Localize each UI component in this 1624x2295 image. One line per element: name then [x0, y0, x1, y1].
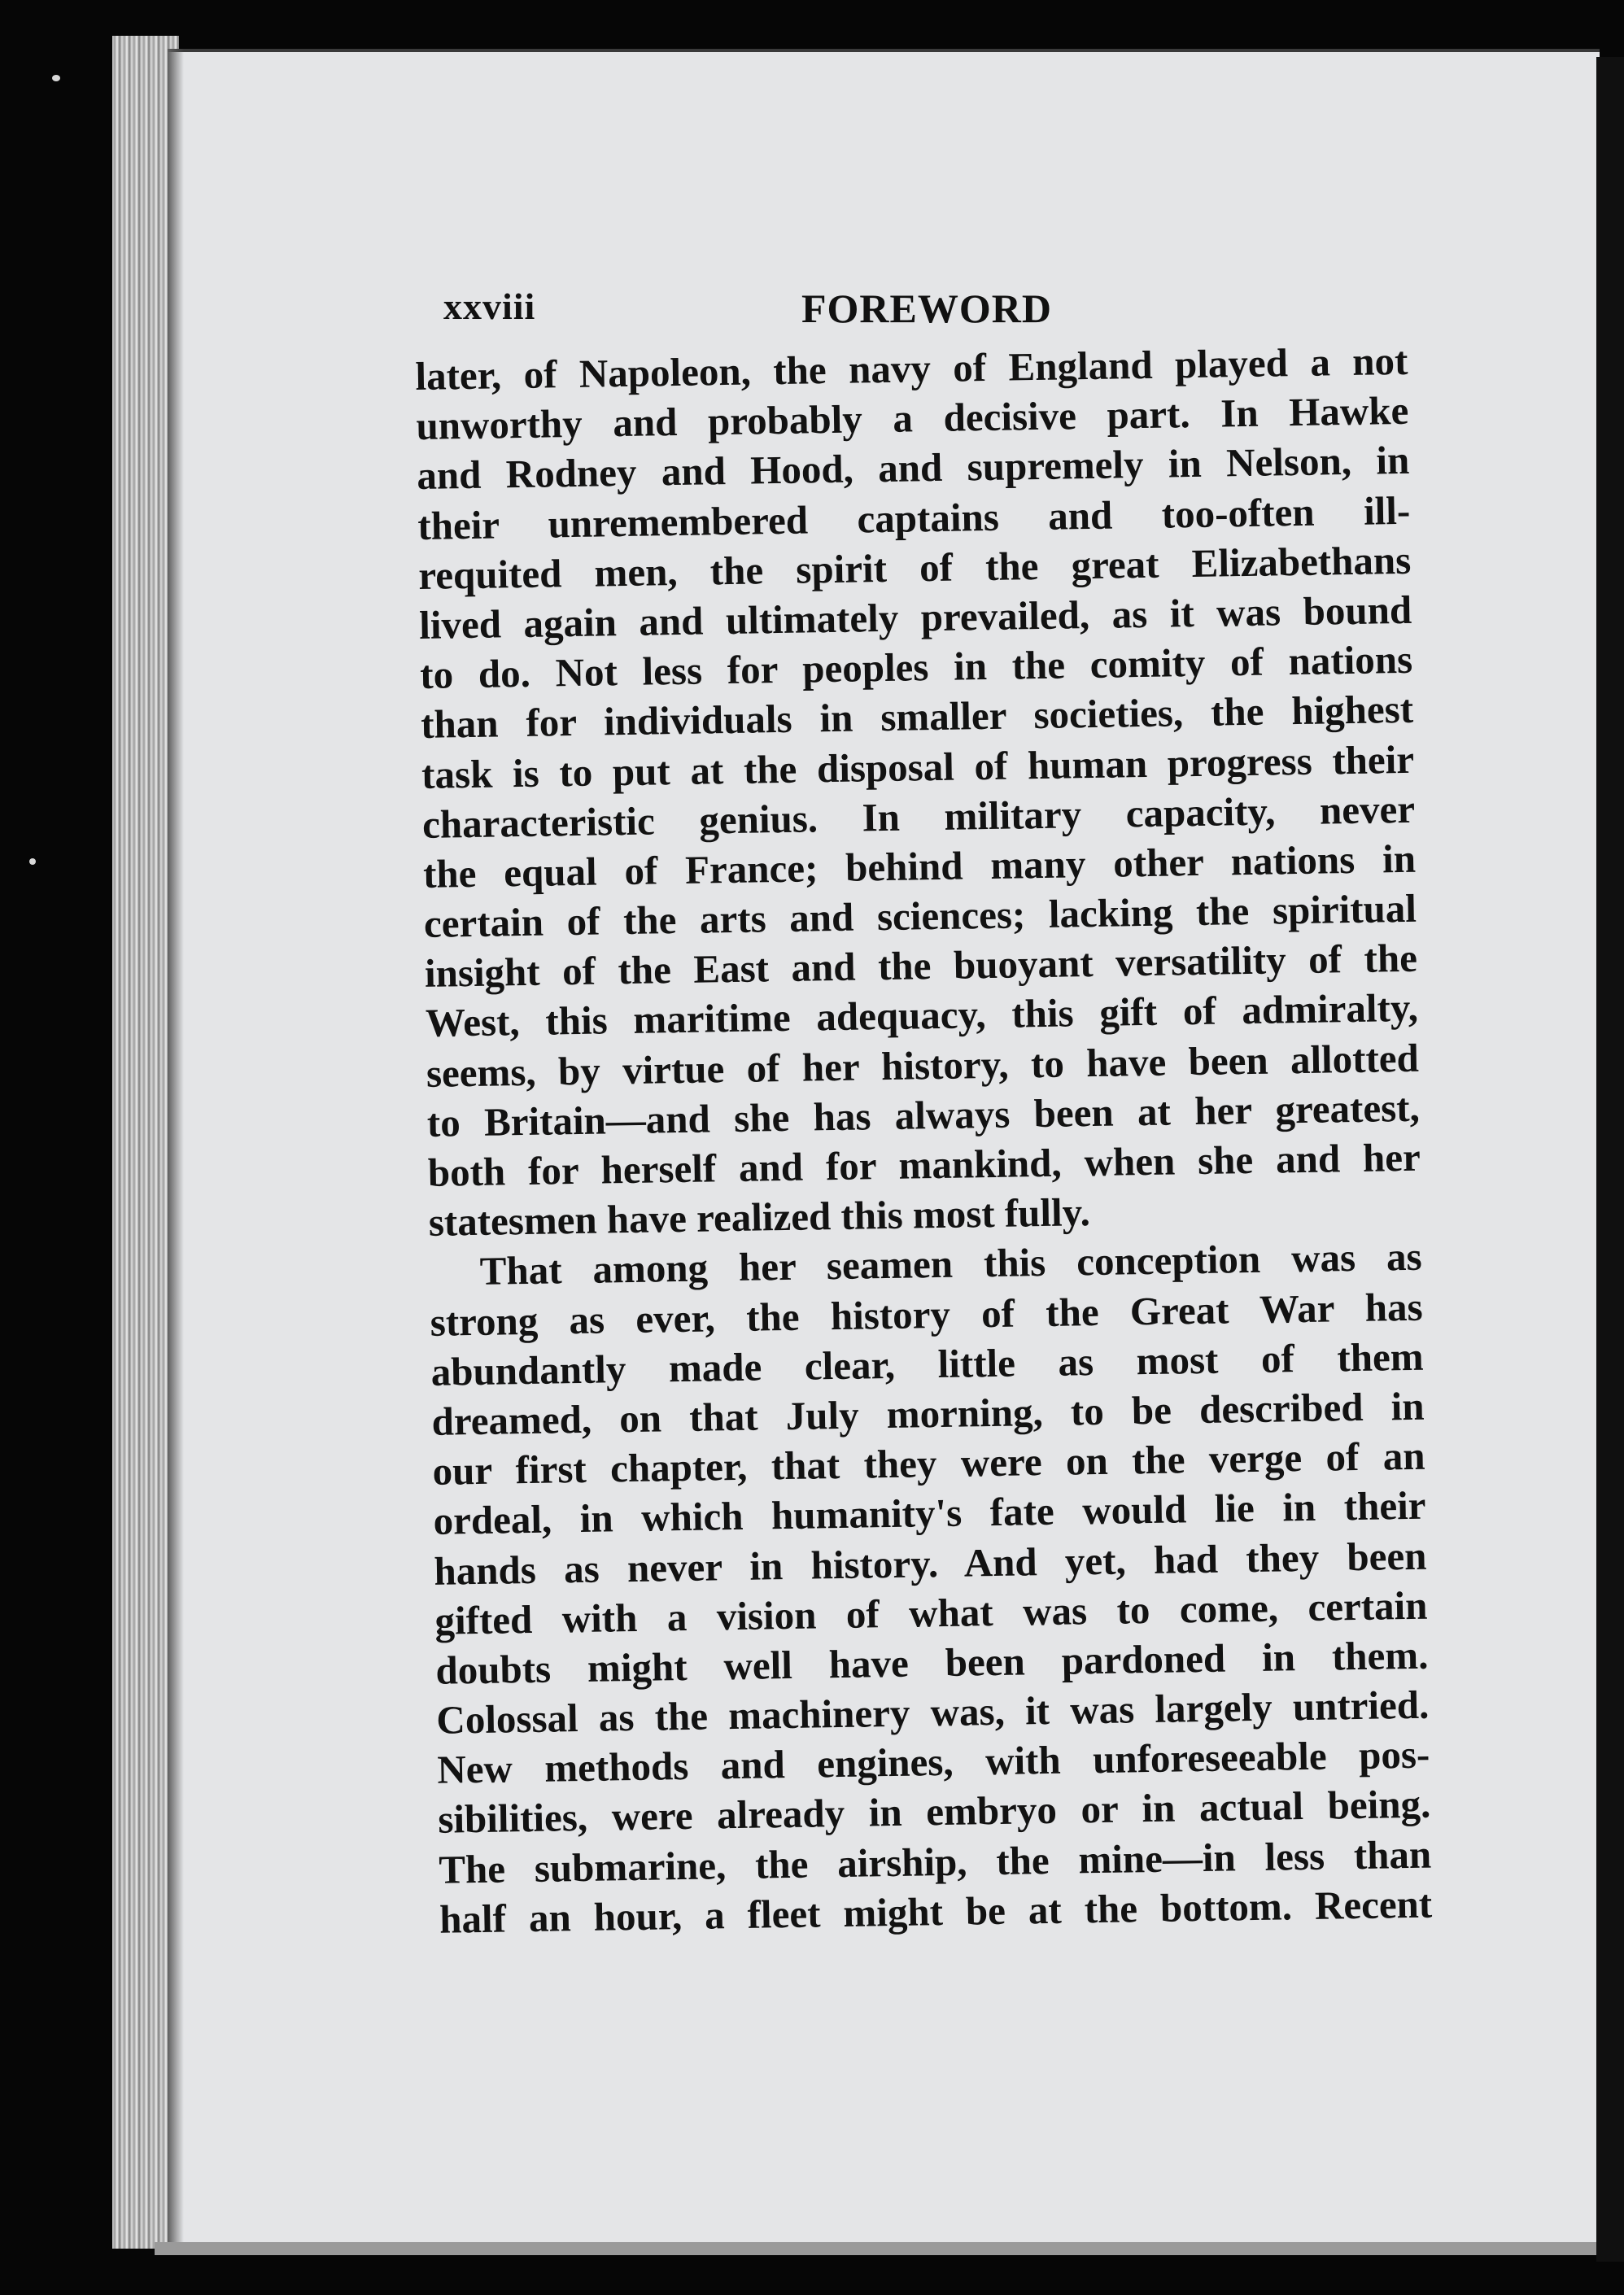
- running-head: [443, 285, 1395, 334]
- text-line: half an hour, a fleet might be at the bottom. Recent: [439, 1881, 1433, 1942]
- text-line: their unremembered captains and too-often ill-: [417, 487, 1411, 548]
- running-title: FOREWORD: [801, 286, 1052, 331]
- paragraph-start-line: That among her seamen this conception was as: [479, 1234, 1423, 1294]
- text-line: characteristic genius. In military capacity, never: [421, 786, 1416, 847]
- text-line: insight of the East and the buoyant versatility of the: [424, 935, 1418, 997]
- text-line: dreamed, on that July morning, to be described in: [431, 1383, 1425, 1444]
- page-number: xxviii: [443, 286, 536, 327]
- text-line: seems, by virtue of her history, to have been allotted: [426, 1035, 1420, 1096]
- text-line: task is to put at the disposal of human progress their: [421, 736, 1415, 797]
- body-text: [415, 336, 1433, 1944]
- text-line: unworthy and probably a decisive part. In Hawke: [416, 388, 1409, 449]
- text-line: Colossal as the machinery was, it was largely untried.: [435, 1682, 1430, 1743]
- text-line: both for herself and for mankind, when she and her: [427, 1134, 1421, 1195]
- text-line: requited men, the spirit of the great Elizabethans: [417, 537, 1412, 598]
- text-line: later, of Napoleon, the navy of England played a not: [415, 338, 1408, 399]
- gutter-shadow: [168, 49, 184, 2245]
- text-line: sibilities, were already in embryo or in actual being.: [437, 1782, 1431, 1843]
- text-line: ordeal, in which humanity's fate would lie in their: [433, 1482, 1426, 1544]
- text-line: lived again and ultimately prevailed, as it was bound: [418, 587, 1412, 648]
- text-line: West, this maritime adequacy, this gift of admiralty,: [425, 985, 1419, 1046]
- text-line: New methods and engines, with unforeseeable pos-: [436, 1731, 1430, 1793]
- page-bottom-edge: [155, 2242, 1603, 2255]
- text-line: to do. Not less for peoples in the comity of nations: [419, 636, 1413, 698]
- text-line: to Britain—and she has always been at her greatest,: [426, 1084, 1421, 1145]
- text-line: doubts might well have been pardoned in them.: [435, 1632, 1429, 1693]
- text-line: The submarine, the airship, the mine—in less than: [438, 1831, 1432, 1892]
- dust-speck: [29, 858, 36, 865]
- text-line: than for individuals in smaller societies, the highest: [420, 687, 1414, 748]
- text-line: abundantly made clear, little as most of them: [430, 1333, 1424, 1394]
- text-line: certain of the arts and sciences; lacking the spiritual: [423, 885, 1417, 946]
- scan-right-border: [1596, 57, 1624, 2262]
- text-line: and Rodney and Hood, and supremely in Nelson, in: [416, 438, 1410, 499]
- text-line: our first chapter, that they were on the verge of an: [432, 1433, 1425, 1494]
- text-line: gifted with a vision of what was to come, certain: [434, 1582, 1428, 1643]
- text-line: hands as never in history. And yet, had they been: [434, 1533, 1427, 1594]
- text-line: the equal of France; behind many other nations in: [422, 836, 1417, 897]
- dust-speck: [52, 75, 60, 81]
- paragraph-end-line: statesmen have realized this most fully.: [428, 1189, 1091, 1246]
- text-line: strong as ever, the history of the Great War has: [430, 1284, 1424, 1345]
